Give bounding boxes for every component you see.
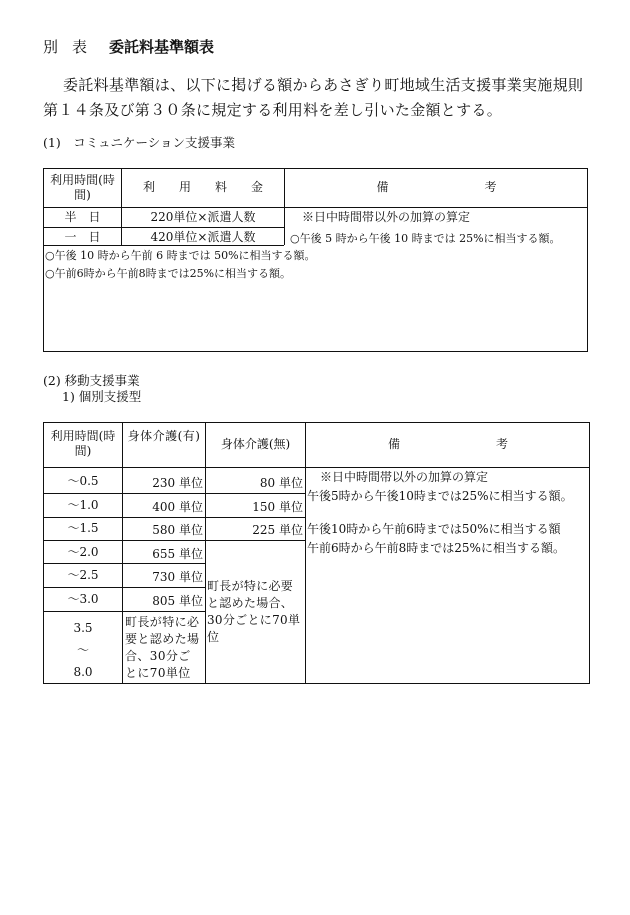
section2-heading: (2) 移動支援事業 bbox=[43, 373, 140, 388]
s2-last-time-to: 8.0 bbox=[73, 665, 93, 679]
s2-note-title: ※日中時間帯以外の加算の算定 bbox=[320, 470, 489, 484]
s1-note-title: ※日中時間帯以外の加算の算定 bbox=[302, 210, 471, 224]
title-name: 委託料基準額表 bbox=[109, 38, 215, 56]
s2-row-time: ～2.5 bbox=[67, 568, 99, 582]
s2-row-time: ～0.5 bbox=[67, 474, 99, 488]
s2-header-care-yes: 身体介護(有) bbox=[127, 429, 201, 443]
s2-row-care-no: 80 単位 bbox=[259, 476, 303, 490]
s2-note-line: 午後5時から午後10時までは25%に相当する額。 bbox=[307, 489, 573, 503]
s2-last-time-sep: ～ bbox=[76, 643, 89, 657]
s1-row-fee: 220単位×派遣人数 bbox=[150, 210, 256, 224]
s1-note-line: ○午後 10 時から午前 6 時までは 50%に相当する額。 bbox=[45, 249, 316, 262]
s2-row-time: ～3.0 bbox=[67, 592, 99, 606]
s2-row-time: ～1.0 bbox=[67, 498, 99, 512]
s2-last-care-yes: 町長が特に必要と認めた場合、30分ごとに70単位 bbox=[125, 615, 200, 680]
s2-row-time: ～2.0 bbox=[67, 545, 99, 559]
s1-note-line: ○午前6時から午前8時までは25%に相当する額。 bbox=[45, 267, 292, 280]
intro-paragraph: 委託料基準額は、以下に掲げる額からあさぎり町地域生活支援事業実施規則第１４条及び第３０条に規定する利用料を差し引いた金額とする。 bbox=[43, 76, 584, 119]
s2-row-care-no: 225 単位 bbox=[252, 523, 303, 537]
s2-header-care-no: 身体介護(無) bbox=[220, 437, 291, 451]
page-title bbox=[43, 36, 214, 57]
s2-note-line: 午前6時から午前8時までは25%に相当する額。 bbox=[307, 541, 565, 555]
s1-header-note: 備 考 bbox=[376, 180, 497, 194]
s2-row-care-yes: 730 単位 bbox=[152, 570, 203, 584]
s2-row-care-yes: 400 単位 bbox=[152, 500, 203, 514]
title-label: 別表 bbox=[43, 38, 102, 56]
s2-header-time: 利用時間(時間) bbox=[50, 429, 116, 458]
s1-row-time: 半 日 bbox=[64, 210, 101, 224]
s1-note-line: ○午後 5 時から午後 10 時までは 25%に相当する額。 bbox=[290, 232, 561, 245]
s2-row-care-no: 150 単位 bbox=[252, 500, 303, 514]
s1-header-time: 利用時間(時間) bbox=[50, 173, 115, 202]
s1-header-fee: 利 用 料 金 bbox=[142, 180, 263, 194]
s1-row-fee: 420単位×派遣人数 bbox=[150, 230, 256, 244]
section2-subheading: 1) 個別支援型 bbox=[62, 389, 142, 404]
s2-last-time-from: 3.5 bbox=[73, 621, 93, 635]
section1-heading: (1) コミュニケーション支援事業 bbox=[43, 135, 235, 150]
s2-row-time: ～1.5 bbox=[67, 521, 99, 535]
s2-row-care-yes: 655 単位 bbox=[152, 547, 203, 561]
s2-header-note: 備 考 bbox=[387, 437, 508, 451]
s2-row-care-yes: 230 単位 bbox=[152, 476, 203, 490]
s2-note-line: 午後10時から午前6時までは50%に相当する額 bbox=[307, 522, 561, 536]
s2-care-no-merged: 町長が特に必要と認めた場合、30分ごとに70単位 bbox=[207, 579, 301, 644]
s2-row-care-yes: 805 単位 bbox=[152, 594, 203, 608]
s2-row-care-yes: 580 単位 bbox=[152, 523, 203, 537]
s1-row-time: 一 日 bbox=[64, 230, 101, 244]
